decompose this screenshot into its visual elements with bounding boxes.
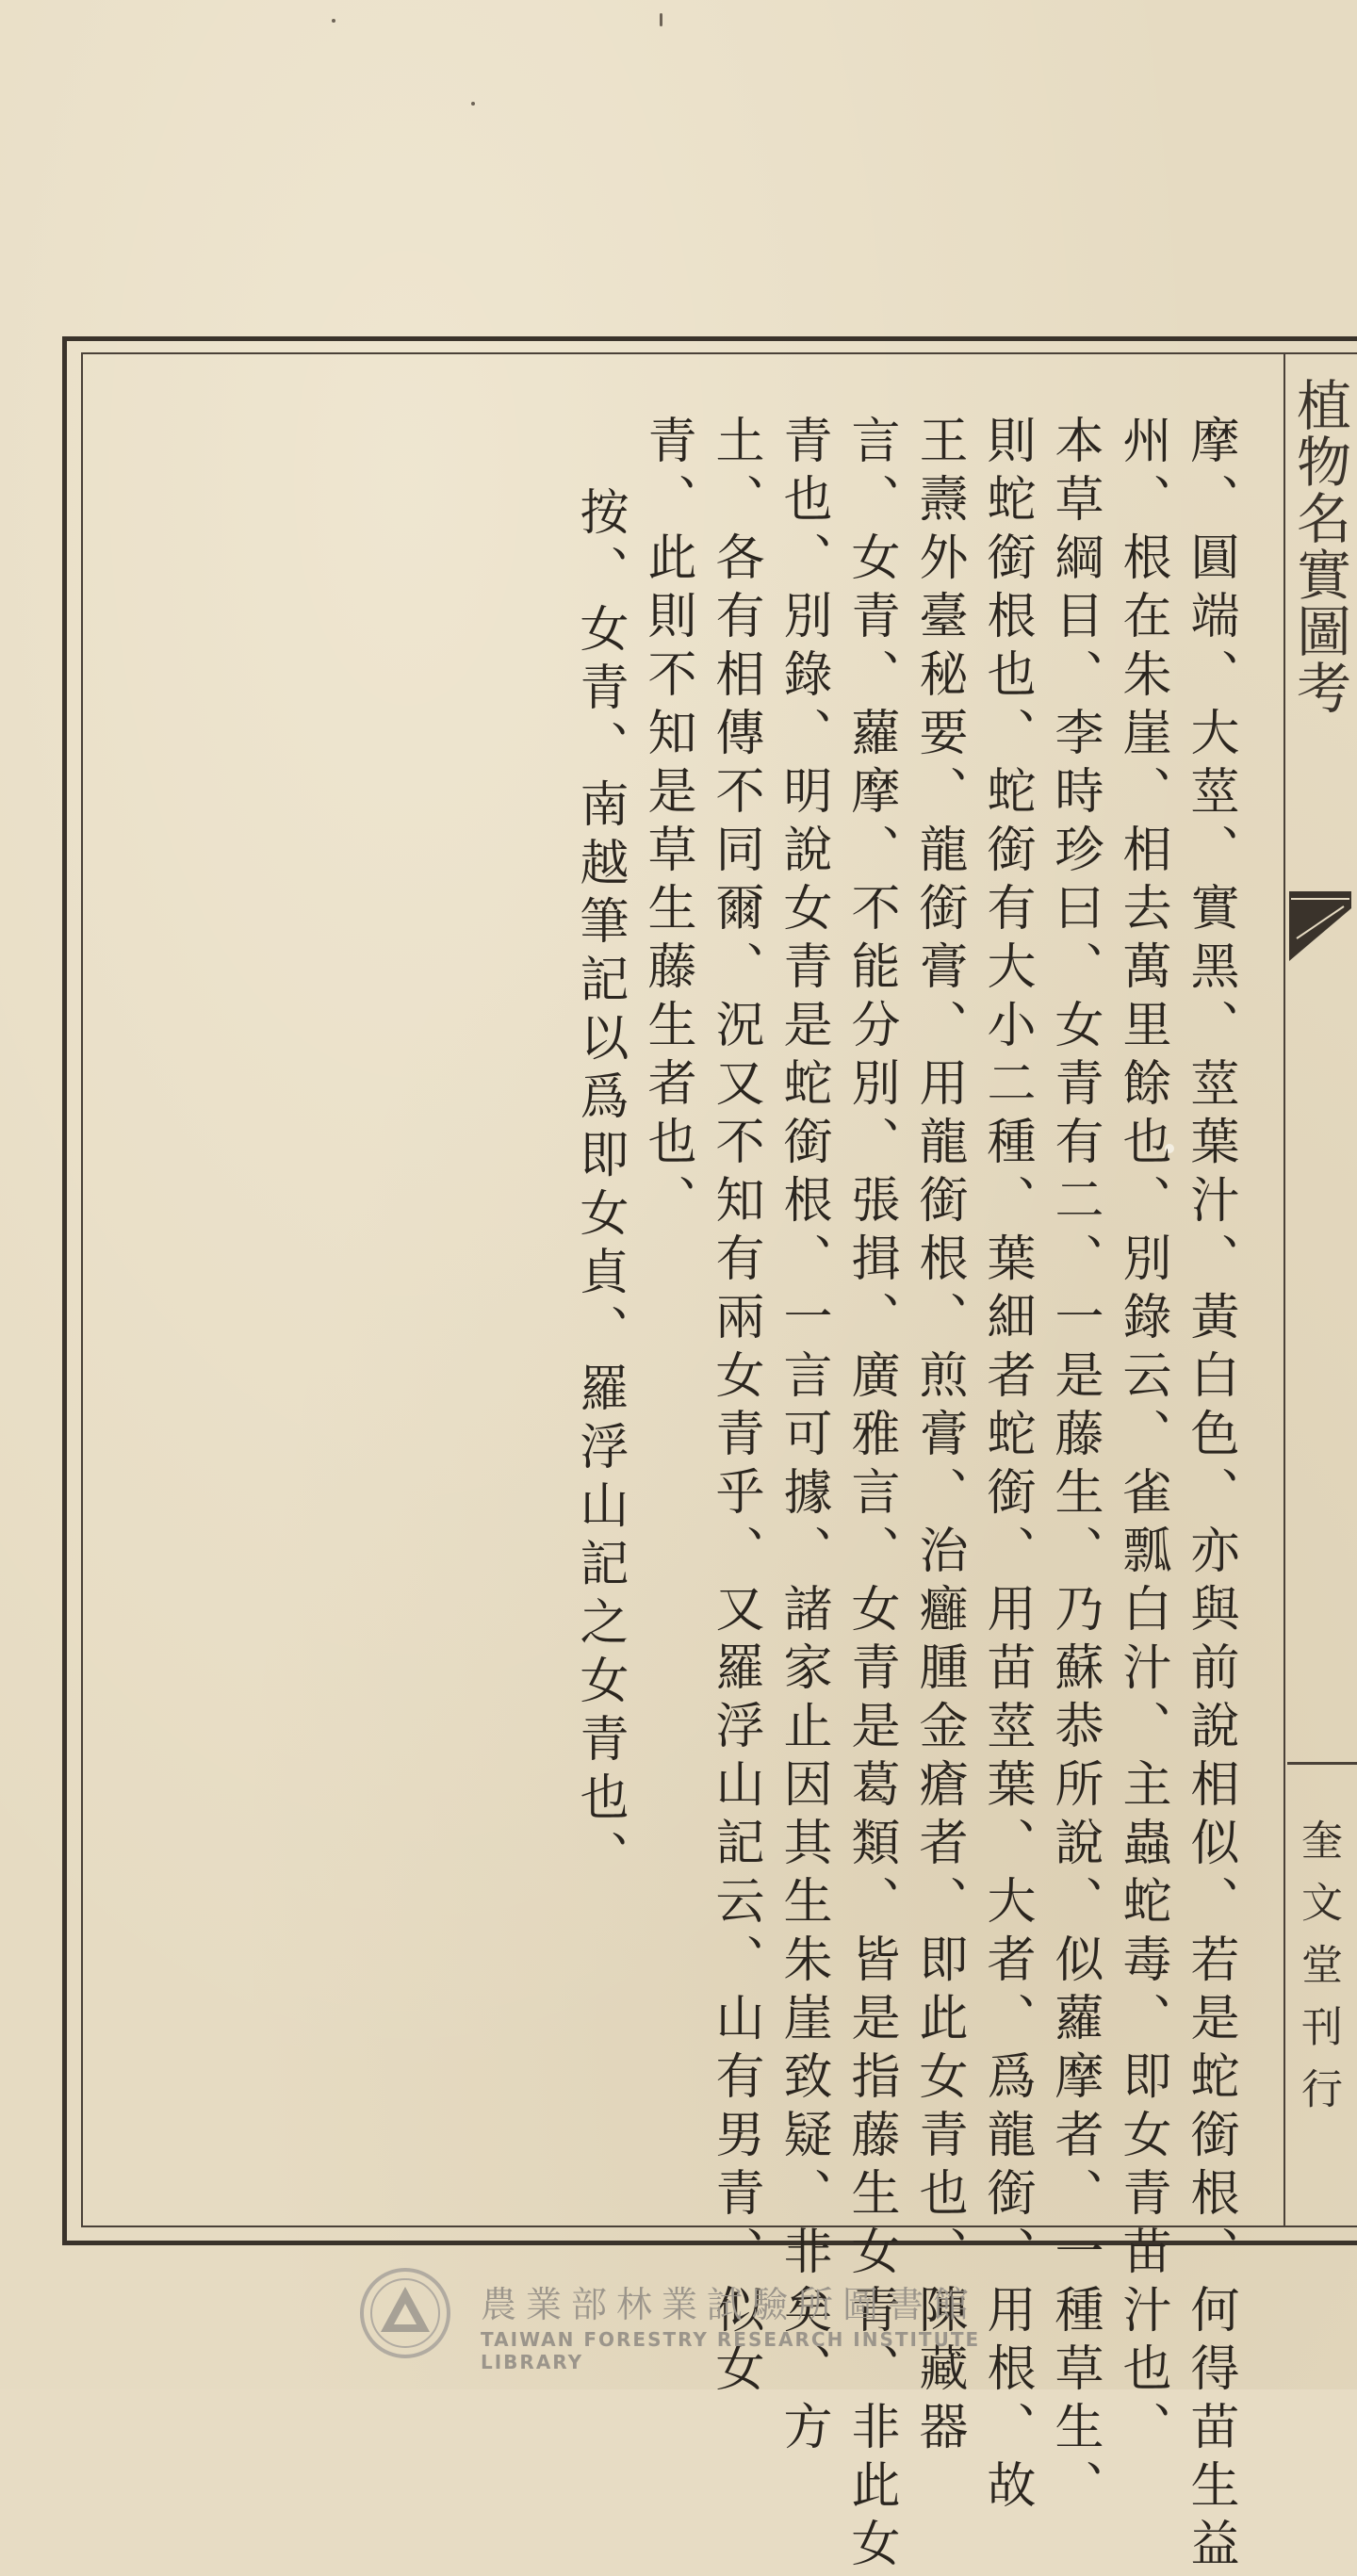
triangle-emblem-icon (358, 2266, 452, 2360)
text-column: 州、根在朱崖、相去萬里餘也、別錄云、雀瓢白汁、主蟲蛇毒、即女青苗汁也、 (1114, 415, 1170, 2459)
text-column: 摩、圓端、大莖、實黑、莖葉汁、黃白色、亦與前說相似、若是蛇銜根、何得苗生益 (1182, 415, 1238, 2576)
book-title: 植物名實圖考 (1287, 377, 1351, 716)
text-column: 土、各有相傳不同爾、況又不知有兩女青乎、又羅浮山記云、山有男青、似女 (707, 415, 763, 2401)
paper-speck (660, 13, 662, 26)
text-column: 青也、別錄、明說女青是蛇銜根、一言可據、諸家止因其生朱崖致疑、非矣、方 (775, 415, 831, 2459)
paper-speck (471, 102, 475, 106)
library-name-english: TAIWAN FORESTRY RESEARCH INSTITUTE LIBRARY (481, 2328, 981, 2373)
text-column: 王燾外臺秘要、龍銜膏、用龍銜根、煎膏、治癰腫金瘡者、即此女青也、陳藏器 (910, 415, 967, 2459)
note-column: 按、女青、南越筆記以爲即女貞、羅浮山記之女青也、 (571, 486, 628, 1888)
paper-speck (332, 19, 335, 23)
margin-rule (1287, 1762, 1357, 1765)
text-column: 則蛇銜根也、蛇銜有大小二種、葉細者蛇銜、用苗莖葉、大者、爲龍銜、用根、故 (978, 415, 1035, 2518)
text-column: 青、此則不知是草生藤生者也、 (639, 415, 695, 1232)
text-column: 言、女青、蘿摩、不能分別、張揖、廣雅言、女青是葛類、皆是指藤生女青、非此女 (842, 415, 899, 2576)
text-column: 本草綱目、李時珍曰、女青有二、一是藤生、乃蘇恭所說、似蘿摩者、一種草生、 (1046, 415, 1103, 2518)
library-name-chinese: 農業部林業試驗所圖書館 (481, 2284, 979, 2325)
publisher-name: 奎文堂刊行 (1294, 1818, 1342, 2129)
library-stamp (358, 2266, 1018, 2373)
fishtail-ornament-icon (1287, 886, 1353, 963)
